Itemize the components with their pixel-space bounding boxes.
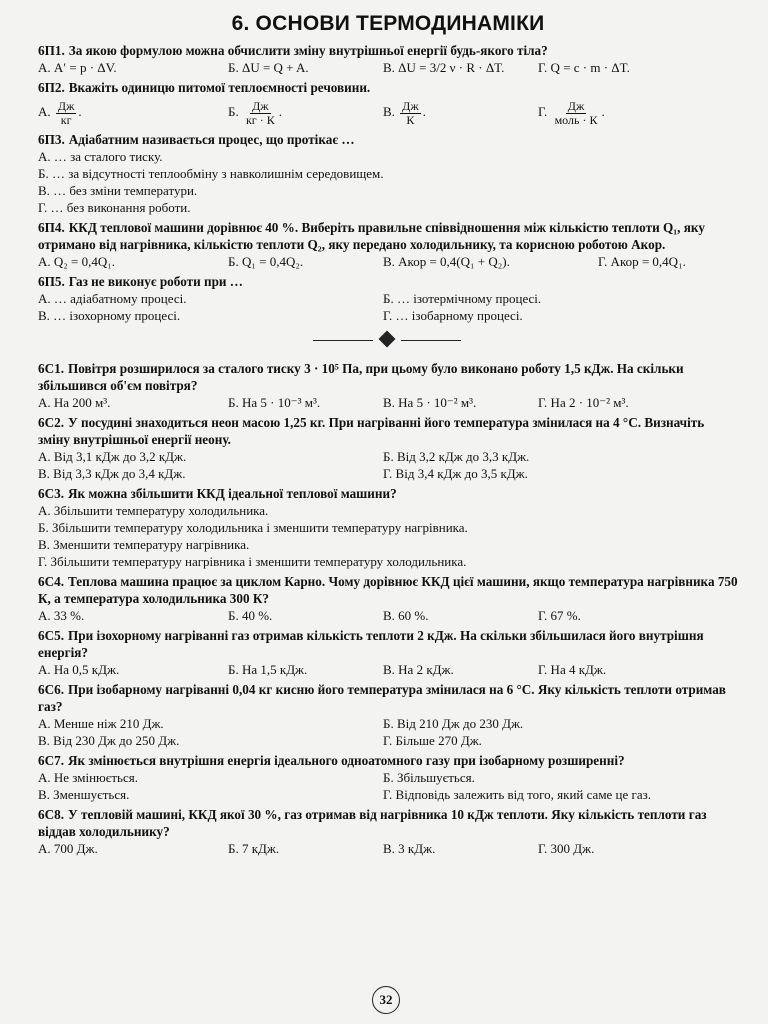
question-6p5 bbox=[38, 273, 738, 324]
question-id: 6С7. bbox=[38, 753, 65, 768]
question-6s2 bbox=[38, 414, 738, 482]
option-a[interactable]: А. … адіабатному процесі. bbox=[38, 291, 187, 306]
question-text: Адіабатним називається процес, що протікає … bbox=[68, 132, 355, 147]
option-a[interactable]: А. На 0,5 кДж. bbox=[38, 662, 120, 677]
option-d[interactable]: Г. … ізобарному процесі. bbox=[383, 308, 523, 323]
question-id: 6С1. bbox=[38, 361, 65, 376]
option-d[interactable]: Г. Q = c · m · ΔT. bbox=[538, 60, 630, 75]
question-6s8 bbox=[38, 806, 738, 857]
option-c[interactable]: В. $\frac{Дж}{К}$ . bbox=[383, 98, 426, 127]
option-a[interactable]: А. 700 Дж. bbox=[38, 841, 98, 856]
option-a[interactable]: А. Від 3,1 кДж до 3,2 кДж. bbox=[38, 449, 187, 464]
question-text: Газ не виконує роботи при … bbox=[68, 274, 243, 289]
option-b[interactable]: Б. На 5 · 10⁻³ м³. bbox=[228, 395, 321, 410]
question-text: При ізохорному нагріванні газ отримав кількість теплоти 2 кДж. На скільки збільшилася його внутрішня енергія? bbox=[38, 628, 704, 660]
question-text: У тепловій машині, ККД якої 30 %, газ отримав від нагрівника 10 кДж теплоти. Яку кількість теплоти газ віддав холодильнику? bbox=[38, 807, 707, 839]
option-c[interactable]: В. На 2 кДж. bbox=[383, 662, 454, 677]
fraction: $\frac{Дж}{кг \cdot К}$ bbox=[245, 98, 275, 127]
option-c[interactable]: В. 3 кДж. bbox=[383, 841, 436, 856]
option-c[interactable]: В. Aкор = 0,4(Q₁ + Q₂). bbox=[383, 254, 510, 269]
divider-line-left bbox=[313, 340, 373, 341]
option-d[interactable]: Г. Збільшити температуру нагрівника і зменшити температуру холодильника. bbox=[38, 554, 467, 569]
option-b[interactable]: Б. $\frac{Дж}{кг \cdot К}$ . bbox=[228, 98, 282, 127]
question-text: При ізобарному нагріванні 0,04 кг кисню його температура змінилася на 6 °С. Яку кількість теплоти отримав газ? bbox=[38, 682, 726, 714]
page-number: 32 bbox=[372, 986, 400, 1014]
option-c[interactable]: В. … без зміни температури. bbox=[38, 183, 198, 198]
question-id: 6С8. bbox=[38, 807, 65, 822]
question-id: 6П3. bbox=[38, 132, 65, 147]
question-text: Повітря розширилося за сталого тиску 3 · 10⁵ Па, при цьому було виконано роботу 1,5 кДж. На скільки збільшився об'єм повітря? bbox=[38, 361, 684, 393]
option-c[interactable]: В. Зменшується. bbox=[38, 787, 130, 802]
question-text: У посудині знаходиться неон масою 1,25 кг. При нагріванні його температура змінилася на 4 °С. Визначіть зміну внутрішньої енергії неону. bbox=[38, 415, 705, 447]
option-c[interactable]: В. Від 230 Дж до 250 Дж. bbox=[38, 733, 180, 748]
option-b[interactable]: Б. На 1,5 кДж. bbox=[228, 662, 308, 677]
page-title: 6. ОСНОВИ ТЕРМОДИНАМІКИ bbox=[231, 12, 545, 35]
question-id: 6С5. bbox=[38, 628, 65, 643]
option-d[interactable]: Г. … без виконання роботи. bbox=[38, 200, 191, 215]
question-text: За якою формулою можна обчислити зміну внутрішньої енергії будь-якого тіла? bbox=[68, 43, 548, 58]
option-a[interactable]: А. 33 %. bbox=[38, 608, 85, 623]
option-a[interactable]: А. $\frac{Дж}{кг}$ . bbox=[38, 98, 82, 127]
option-c[interactable]: В. На 5 · 10⁻² м³. bbox=[383, 395, 477, 410]
option-b[interactable]: Б. Збільшити температуру холодильника і зменшити температуру нагрівника. bbox=[38, 520, 468, 535]
option-b[interactable]: Б. 7 кДж. bbox=[228, 841, 280, 856]
question-6s1 bbox=[38, 360, 738, 411]
option-c[interactable]: В. ΔU = 3/2 ν · R · ΔT. bbox=[383, 60, 505, 75]
divider-line-right bbox=[401, 340, 461, 341]
option-b[interactable]: Б. Від 3,2 кДж до 3,3 кДж. bbox=[383, 449, 530, 464]
option-c[interactable]: В. Зменшити температуру нагрівника. bbox=[38, 537, 250, 552]
option-a[interactable]: А. Не змінюється. bbox=[38, 770, 138, 785]
option-d[interactable]: Г. На 2 · 10⁻² м³. bbox=[538, 395, 629, 410]
option-b[interactable]: Б. ΔU = Q + A. bbox=[228, 60, 309, 75]
option-c[interactable]: В. … ізохорному процесі. bbox=[38, 308, 181, 323]
option-c[interactable]: В. 60 %. bbox=[383, 608, 429, 623]
option-a[interactable]: А. На 200 м³. bbox=[38, 395, 111, 410]
option-b[interactable]: Б. Збільшується. bbox=[383, 770, 475, 785]
question-6p3 bbox=[38, 131, 738, 216]
question-id: 6П2. bbox=[38, 80, 65, 95]
question-6s7 bbox=[38, 752, 738, 803]
option-a[interactable]: А. Q₂ = 0,4Q₁. bbox=[38, 254, 116, 269]
question-6s5 bbox=[38, 627, 738, 678]
question-id: 6С3. bbox=[38, 486, 65, 501]
question-6s4 bbox=[38, 573, 738, 624]
diamond-icon bbox=[379, 331, 396, 348]
option-a[interactable]: А. … за сталого тиску. bbox=[38, 149, 163, 164]
option-d[interactable]: Г. Відповідь залежить від того, який саме це газ. bbox=[383, 787, 652, 802]
question-6s3 bbox=[38, 485, 738, 570]
option-d[interactable]: Г. Aкор = 0,4Q₁. bbox=[598, 254, 686, 269]
question-6s6 bbox=[38, 681, 738, 749]
option-d[interactable]: Г. 67 %. bbox=[538, 608, 581, 623]
option-b[interactable]: Б. 40 %. bbox=[228, 608, 273, 623]
option-b[interactable]: Б. … за відсутності теплообміну з навколишнім середовищем. bbox=[38, 166, 384, 181]
fraction: $\frac{Дж}{\text{моль · К}}$ bbox=[554, 98, 598, 127]
question-text: Як можна збільшити ККД ідеальної теплової машини? bbox=[68, 486, 397, 501]
options-row bbox=[38, 96, 738, 128]
option-d[interactable]: Г. Більше 270 Дж. bbox=[383, 733, 482, 748]
option-a[interactable]: А. Збільшити температуру холодильника. bbox=[38, 503, 269, 518]
option-b[interactable]: Б. … ізотермічному процесі. bbox=[383, 291, 542, 306]
option-a[interactable]: А. Менше ніж 210 Дж. bbox=[38, 716, 164, 731]
section-divider bbox=[38, 330, 738, 352]
options-row bbox=[38, 59, 738, 76]
question-id: 6С6. bbox=[38, 682, 65, 697]
option-d[interactable]: Г. Від 3,4 кДж до 3,5 кДж. bbox=[383, 466, 528, 481]
option-a[interactable]: А. A′ = p · ΔV. bbox=[38, 60, 117, 75]
question-6p1 bbox=[38, 42, 738, 76]
option-d[interactable]: Г. 300 Дж. bbox=[538, 841, 595, 856]
option-d[interactable]: Г. На 4 кДж. bbox=[538, 662, 607, 677]
question-text: Теплова машина працює за циклом Карно. Чому дорівнює ККД цієї машини, якщо температура нагрівника 750 К, а температура холодильника 300 К? bbox=[38, 574, 738, 606]
fraction: $\frac{Дж}{кг}$ bbox=[57, 98, 75, 127]
option-b[interactable]: Б. Q₁ = 0,4Q₂. bbox=[228, 254, 304, 269]
question-id: 6С4. bbox=[38, 574, 65, 589]
question-id: 6П4. bbox=[38, 220, 65, 235]
option-d[interactable]: Г. $\frac{Дж}{\text{моль · К}}$ . bbox=[538, 98, 605, 127]
question-id: 6П5. bbox=[38, 274, 65, 289]
fraction: $\frac{Дж}{К}$ bbox=[402, 98, 419, 127]
question-text: ККД теплової машини дорівнює 40 %. Виберіть правильне співвідношення між кількістю теплоти Q₁, яку отримано від нагрівника, кількістю теплоти Q₂, яку передано холодильнику, та корисною роботою Aкор. bbox=[38, 220, 705, 252]
question-text: Вкажіть одиницю питомої теплоємності речовини. bbox=[68, 80, 371, 95]
question-id: 6С2. bbox=[38, 415, 65, 430]
question-id: 6П1. bbox=[38, 43, 65, 58]
page bbox=[38, 10, 738, 1014]
question-6p4 bbox=[38, 219, 738, 270]
question-text: Як змінюється внутрішня енергія ідеального одноатомного газу при ізобарному розширенні? bbox=[68, 753, 625, 768]
options-row bbox=[38, 253, 738, 270]
question-6p2 bbox=[38, 79, 738, 128]
option-b[interactable]: Б. Від 210 Дж до 230 Дж. bbox=[383, 716, 524, 731]
option-c[interactable]: В. Від 3,3 кДж до 3,4 кДж. bbox=[38, 466, 186, 481]
